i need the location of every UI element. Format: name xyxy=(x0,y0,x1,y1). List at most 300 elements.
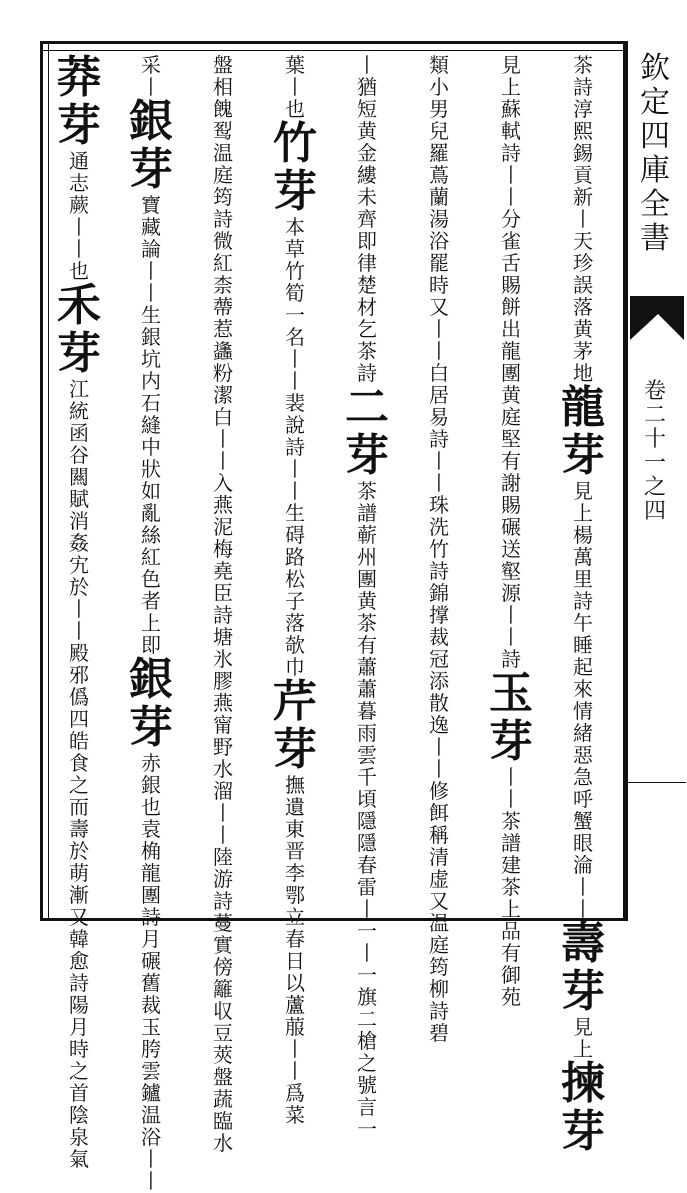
text-char: 實 xyxy=(213,933,233,957)
text-char: 茶 xyxy=(501,809,521,833)
entry-head-char: 芹 xyxy=(273,676,317,727)
text-char: 州 xyxy=(357,545,377,569)
text-char: 送 xyxy=(501,537,521,561)
text-char: 材 xyxy=(357,295,377,319)
text-char: 餌 xyxy=(429,801,449,825)
text-char: 蕲 xyxy=(357,523,377,547)
repeat-mark: 丨 xyxy=(501,603,521,627)
text-char: 盤 xyxy=(213,53,233,77)
text-char: 黄 xyxy=(501,383,521,407)
entry-head-char: 壽 xyxy=(561,918,605,969)
text-char: 縫 xyxy=(141,413,161,437)
text-char: 眼 xyxy=(573,831,593,855)
text-char: 坑 xyxy=(141,347,161,371)
text-char: 爲 xyxy=(285,1081,305,1105)
text-char: 於 xyxy=(69,575,89,599)
fold-rule xyxy=(628,782,686,783)
repeat-mark: 丨 xyxy=(429,471,449,495)
text-char: 玉 xyxy=(141,1015,161,1039)
repeat-mark: 丨 xyxy=(213,449,233,473)
text-char: 堅 xyxy=(501,427,521,451)
text-char: 生 xyxy=(141,303,161,327)
text-char: 於 xyxy=(69,839,89,863)
text-char: 茶 xyxy=(501,875,521,899)
text-char: 詩 xyxy=(213,889,233,913)
text-char: 塘 xyxy=(213,625,233,649)
text-char: 中 xyxy=(141,435,161,459)
text-char: 蕨 xyxy=(69,193,89,217)
text-char: 一 xyxy=(357,919,377,943)
text-char: 落 xyxy=(285,611,305,635)
text-char: 類 xyxy=(429,53,449,77)
text-char: 落 xyxy=(573,295,593,319)
text-char: 筍 xyxy=(285,281,305,305)
repeat-mark: 丨 xyxy=(357,897,377,921)
repeat-mark: 丨 xyxy=(501,185,521,209)
text-char: 野 xyxy=(213,735,233,759)
text-char: 本 xyxy=(285,215,305,239)
text-column xyxy=(414,53,464,1045)
text-char: 撫 xyxy=(285,773,305,797)
text-char: 韓 xyxy=(69,927,89,951)
repeat-mark: 丨 xyxy=(573,207,593,231)
text-char: 團 xyxy=(357,567,377,591)
text-char: 又 xyxy=(69,905,89,929)
text-char: 欹 xyxy=(285,633,305,657)
text-char: 色 xyxy=(141,567,161,591)
text-char: 時 xyxy=(69,1037,89,1061)
text-char: 絲 xyxy=(141,523,161,547)
fold-char: 全 xyxy=(640,187,670,222)
text-char: 泥 xyxy=(213,515,233,539)
text-char: 首 xyxy=(69,1081,89,1105)
text-char: 通 xyxy=(69,149,89,173)
text-char: 庭 xyxy=(429,933,449,957)
text-char: 壽 xyxy=(69,817,89,841)
text-char: 志 xyxy=(69,171,89,195)
text-char: 也 xyxy=(285,97,305,121)
text-char: 愈 xyxy=(69,949,89,973)
text-char: 茶 xyxy=(357,611,377,635)
text-char: 有 xyxy=(501,449,521,473)
text-char: 統 xyxy=(69,399,89,423)
text-char: 蔦 xyxy=(429,163,449,187)
text-char: 紅 xyxy=(213,251,233,275)
text-char: 見 xyxy=(573,479,593,503)
text-char: 時 xyxy=(429,273,449,297)
text-char: 皓 xyxy=(69,729,89,753)
entry-head-char: 禾 xyxy=(57,280,101,331)
text-char: 蔓 xyxy=(213,911,233,935)
book-title xyxy=(633,52,677,256)
text-char: 號 xyxy=(357,1073,377,1097)
text-char: 蕭 xyxy=(357,677,377,701)
text-char: 也 xyxy=(69,259,89,283)
text-char: 清 xyxy=(429,845,449,869)
repeat-mark: 丨 xyxy=(357,53,377,77)
entry-head-char: 芽 xyxy=(561,966,605,1017)
fold-char: 二 xyxy=(643,403,666,428)
text-column xyxy=(198,53,248,1155)
text-char: 殿 xyxy=(69,641,89,665)
text-char: 虚 xyxy=(429,867,449,891)
text-char: 藏 xyxy=(141,215,161,239)
text-char: 茶 xyxy=(573,53,593,77)
text-char: 呼 xyxy=(573,787,593,811)
entry-head-char: 芽 xyxy=(129,702,173,753)
text-char: 槍 xyxy=(357,1029,377,1053)
text-char: 上 xyxy=(501,897,521,921)
text-char: 蘭 xyxy=(429,185,449,209)
text-char: 春 xyxy=(285,927,305,951)
text-char: 盤 xyxy=(213,1065,233,1089)
text-char: 有 xyxy=(501,941,521,965)
text-char: 見 xyxy=(501,53,521,77)
text-char: 柳 xyxy=(429,977,449,1001)
text-char: 分 xyxy=(501,207,521,231)
text-char: 温 xyxy=(141,1103,161,1127)
fold-char: 庫 xyxy=(640,153,670,188)
text-char: 團 xyxy=(141,883,161,907)
text-char: 詩 xyxy=(213,207,233,231)
text-char: 修 xyxy=(429,779,449,803)
text-char: 逸 xyxy=(429,713,449,737)
text-char: 月 xyxy=(141,927,161,951)
text-char: 葉 xyxy=(285,53,305,77)
text-char: 蘇 xyxy=(501,97,521,121)
text-char: 浴 xyxy=(429,229,449,253)
text-char: 詩 xyxy=(429,559,449,583)
text-column xyxy=(486,53,536,1009)
text-char: 旗 xyxy=(357,985,377,1009)
text-char: 情 xyxy=(573,699,593,723)
text-char: 舌 xyxy=(501,251,521,275)
text-char: 菜 xyxy=(285,1103,305,1127)
text-char: 即 xyxy=(141,633,161,657)
text-char: 晋 xyxy=(285,839,305,863)
text-char: 貢 xyxy=(573,163,593,187)
text-char: 乞 xyxy=(357,317,377,341)
text-char: 燕 xyxy=(213,493,233,517)
text-char: 熙 xyxy=(573,119,593,143)
text-char: 萌 xyxy=(69,861,89,885)
text-char: 羅 xyxy=(429,141,449,165)
text-char: 來 xyxy=(573,677,593,701)
text-char: 惡 xyxy=(573,743,593,767)
text-column xyxy=(342,53,392,1141)
text-char: 詩 xyxy=(501,141,521,165)
text-char: 傍 xyxy=(213,955,233,979)
repeat-mark: 丨 xyxy=(69,237,89,261)
text-char: 詩 xyxy=(573,75,593,99)
text-char: 黄 xyxy=(573,317,593,341)
text-char: 梅 xyxy=(213,537,233,561)
text-char: 言 xyxy=(357,1095,377,1119)
repeat-mark: 丨 xyxy=(501,787,521,811)
text-char: 路 xyxy=(285,545,305,569)
text-char: 源 xyxy=(501,581,521,605)
text-char: 舊 xyxy=(141,971,161,995)
text-column xyxy=(558,53,608,1157)
text-char: 臨 xyxy=(213,1109,233,1133)
repeat-mark: 丨 xyxy=(429,757,449,781)
repeat-mark: 丨 xyxy=(213,823,233,847)
text-char: 漸 xyxy=(69,883,89,907)
repeat-mark: 丨 xyxy=(429,317,449,341)
text-char: 詩 xyxy=(357,361,377,385)
text-char: 珍 xyxy=(573,251,593,275)
text-char: 月 xyxy=(69,1015,89,1039)
text-char: 如 xyxy=(141,479,161,503)
text-char: 御 xyxy=(501,963,521,987)
text-char: 宄 xyxy=(69,553,89,577)
entry-head-char: 芽 xyxy=(273,724,317,775)
text-char: 氣 xyxy=(69,1147,89,1171)
text-char: 縷 xyxy=(357,163,377,187)
repeat-mark: 丨 xyxy=(429,735,449,759)
text-char: 而 xyxy=(69,795,89,819)
text-char: 男 xyxy=(429,97,449,121)
text-char: 燕 xyxy=(213,691,233,715)
text-char: 起 xyxy=(573,655,593,679)
text-char: 日 xyxy=(285,949,305,973)
entry-head-char: 莽 xyxy=(57,52,101,103)
text-char: 遺 xyxy=(285,795,305,819)
border-inner-rule xyxy=(40,50,626,51)
text-char: 裴 xyxy=(285,391,305,415)
text-char: 詩 xyxy=(213,603,233,627)
text-char: 子 xyxy=(285,589,305,613)
text-char: 潔 xyxy=(213,383,233,407)
entry-head-char: 芽 xyxy=(561,1106,605,1157)
text-char: 闗 xyxy=(69,465,89,489)
repeat-mark: 丨 xyxy=(285,369,305,393)
text-char: 桷 xyxy=(141,839,161,863)
text-char: 詩 xyxy=(573,589,593,613)
text-char: 未 xyxy=(357,185,377,209)
repeat-mark: 丨 xyxy=(285,75,305,99)
text-char: 邪 xyxy=(69,663,89,687)
entry-head-char: 芽 xyxy=(345,430,389,481)
text-char: 天 xyxy=(573,229,593,253)
repeat-mark: 丨 xyxy=(501,765,521,789)
text-char: 論 xyxy=(141,237,161,261)
text-char: 蕭 xyxy=(357,655,377,679)
text-char: 散 xyxy=(429,691,449,715)
text-char: 一 xyxy=(357,963,377,987)
entry-head-char: 芽 xyxy=(489,716,533,767)
text-char: 之 xyxy=(69,773,89,797)
text-char: 采 xyxy=(141,53,161,77)
text-char: 巾 xyxy=(285,655,305,679)
fold-char: 十 xyxy=(643,427,666,452)
repeat-mark: 丨 xyxy=(141,259,161,283)
text-char: 銀 xyxy=(141,773,161,797)
text-char: 軾 xyxy=(501,119,521,143)
text-char: 品 xyxy=(501,919,521,943)
text-char: 鑪 xyxy=(141,1081,161,1105)
text-char: 蔕 xyxy=(213,295,233,319)
text-char: 小 xyxy=(429,75,449,99)
text-char: 膠 xyxy=(213,669,233,693)
text-char: 有 xyxy=(357,633,377,657)
fold-char: 一 xyxy=(643,451,666,476)
text-char: 臣 xyxy=(213,581,233,605)
repeat-mark: 丨 xyxy=(285,1037,305,1061)
text-char: 詩 xyxy=(429,427,449,451)
text-char: 猶 xyxy=(357,75,377,99)
text-char: 草 xyxy=(285,237,305,261)
text-char: 錫 xyxy=(573,141,593,165)
repeat-mark: 丨 xyxy=(573,897,593,921)
entry-head-char: 竹 xyxy=(273,118,317,169)
entry-head-char: 芽 xyxy=(57,100,101,151)
text-char: 温 xyxy=(429,911,449,935)
text-char: 冠 xyxy=(429,647,449,671)
text-char: 庭 xyxy=(501,405,521,429)
text-char: 僞 xyxy=(69,685,89,709)
text-char: 一 xyxy=(357,1117,377,1141)
fold-char: 卷 xyxy=(643,379,666,404)
text-char: 上 xyxy=(573,1037,593,1061)
text-char: 見 xyxy=(573,1015,593,1039)
text-char: 消 xyxy=(69,509,89,533)
text-char: 珠 xyxy=(429,493,449,517)
text-char: 易 xyxy=(429,405,449,429)
text-char: 齊 xyxy=(357,207,377,231)
text-char: 湯 xyxy=(429,207,449,231)
text-char: 賦 xyxy=(69,487,89,511)
text-char: 二 xyxy=(357,1007,377,1031)
text-char: 茅 xyxy=(573,339,593,363)
border-inner-rule-left xyxy=(48,41,49,921)
text-char: 之 xyxy=(357,1051,377,1075)
repeat-mark: 丨 xyxy=(573,875,593,899)
text-column xyxy=(54,52,104,1171)
text-char: 内 xyxy=(141,369,161,393)
text-char: 庭 xyxy=(213,163,233,187)
text-char: 溜 xyxy=(213,779,233,803)
text-char: 新 xyxy=(573,185,593,209)
entry-head-char: 龍 xyxy=(561,382,605,433)
text-char: 短 xyxy=(357,97,377,121)
text-char: 狀 xyxy=(141,457,161,481)
text-char: 䴕 xyxy=(213,119,233,143)
text-char: 蠭 xyxy=(213,339,233,363)
text-char: 裁 xyxy=(429,625,449,649)
text-char: 洗 xyxy=(429,515,449,539)
text-char: 游 xyxy=(213,867,233,891)
text-char: 碍 xyxy=(285,523,305,547)
text-char: 午 xyxy=(573,611,593,635)
text-char: 寶 xyxy=(141,193,161,217)
text-char: 地 xyxy=(573,361,593,385)
text-char: 楊 xyxy=(573,523,593,547)
text-char: 暮 xyxy=(357,699,377,723)
text-char: 名 xyxy=(285,325,305,349)
text-char: 賜 xyxy=(501,493,521,517)
text-char: 上 xyxy=(501,75,521,99)
text-char: 譜 xyxy=(357,501,377,525)
text-char: 東 xyxy=(285,817,305,841)
text-char: 函 xyxy=(69,421,89,445)
entry-head-char: 芽 xyxy=(273,166,317,217)
text-char: 白 xyxy=(213,405,233,429)
text-char: 茶 xyxy=(357,479,377,503)
text-char: 居 xyxy=(429,383,449,407)
text-char: 相 xyxy=(213,75,233,99)
text-char: 黄 xyxy=(357,589,377,613)
text-char: 蟹 xyxy=(573,809,593,833)
text-char: 謝 xyxy=(501,471,521,495)
text-char: 蘆 xyxy=(285,993,305,1017)
text-char: 譜 xyxy=(501,831,521,855)
text-char: 温 xyxy=(213,141,233,165)
text-char: 鄂 xyxy=(285,883,305,907)
entry-head-char: 揀 xyxy=(561,1058,605,1109)
text-char: 兒 xyxy=(429,119,449,143)
text-char: 以 xyxy=(285,971,305,995)
text-char: 錦 xyxy=(429,581,449,605)
repeat-mark: 丨 xyxy=(213,801,233,825)
text-char: 建 xyxy=(501,853,521,877)
text-char: 立 xyxy=(285,905,305,929)
text-char: 團 xyxy=(501,361,521,385)
text-char: 雲 xyxy=(141,1059,161,1083)
text-char: 碾 xyxy=(141,949,161,973)
text-char: 又 xyxy=(429,295,449,319)
text-char: 石 xyxy=(141,391,161,415)
text-char: 千 xyxy=(357,765,377,789)
text-char: 泉 xyxy=(69,1125,89,1149)
text-char: 松 xyxy=(285,567,305,591)
repeat-mark: 丨 xyxy=(285,347,305,371)
repeat-mark: 丨 xyxy=(357,941,377,965)
fold-char: 欽 xyxy=(640,51,670,86)
text-char: 収 xyxy=(213,999,233,1023)
text-char: 莢 xyxy=(213,1043,233,1067)
repeat-mark: 丨 xyxy=(141,75,161,99)
text-char: 粉 xyxy=(213,361,233,385)
text-char: 豆 xyxy=(213,1021,233,1045)
entry-head-char: 二 xyxy=(345,382,389,433)
text-char: 竹 xyxy=(429,537,449,561)
text-char: 賜 xyxy=(501,273,521,297)
text-char: 詩 xyxy=(429,999,449,1023)
text-char: 睡 xyxy=(573,633,593,657)
text-char: 黄 xyxy=(357,119,377,143)
text-char: 筠 xyxy=(213,185,233,209)
repeat-mark: 丨 xyxy=(285,457,305,481)
text-char: 春 xyxy=(357,853,377,877)
fold-char: 四 xyxy=(643,499,666,524)
text-char: 李 xyxy=(285,861,305,885)
text-char: 罷 xyxy=(429,251,449,275)
text-char: 雲 xyxy=(357,743,377,767)
repeat-mark: 丨 xyxy=(141,281,161,305)
text-char: 也 xyxy=(141,795,161,819)
text-char: 詩 xyxy=(69,971,89,995)
text-char: 詩 xyxy=(285,435,305,459)
text-char: 亂 xyxy=(141,501,161,525)
text-char: 菔 xyxy=(285,1015,305,1039)
entry-head-char: 芽 xyxy=(129,144,173,195)
text-char: 楚 xyxy=(357,273,377,297)
text-char: 堯 xyxy=(213,559,233,583)
text-char: 之 xyxy=(69,1059,89,1083)
text-char: 谷 xyxy=(69,443,89,467)
repeat-mark: 丨 xyxy=(69,215,89,239)
